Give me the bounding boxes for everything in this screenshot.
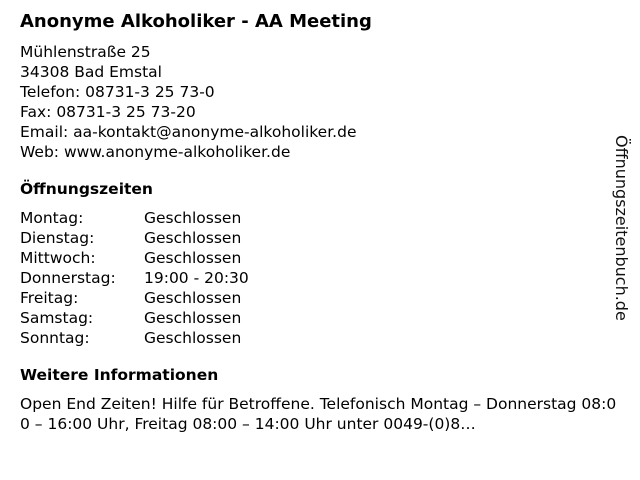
email-address: Email: aa-kontakt@anonyme-alkoholiker.de (20, 123, 357, 141)
hours-time: 19:00 - 20:30 (144, 269, 249, 287)
city-address: 34308 Bad Emstal (20, 63, 162, 81)
hours-time: Geschlossen (144, 249, 242, 267)
phone-number: Telefon: 08731-3 25 73-0 (20, 83, 215, 101)
hours-row (20, 328, 249, 348)
hours-row (20, 228, 249, 248)
website-address: Web: www.anonyme-alkoholiker.de (20, 143, 291, 161)
hours-day: Donnerstag: (20, 269, 116, 287)
address-block (20, 42, 620, 162)
hours-row (20, 288, 249, 308)
hours-row (20, 248, 249, 268)
hours-day: Mittwoch: (20, 249, 96, 267)
more-info-text: Open End Zeiten! Hilfe für Betroffene. Telefonisch Montag – Donnerstag 08:00 – 16:00 Uhr, Freitag 08:00 – 14:00 Uhr unter 0049-(0)8… (20, 395, 617, 433)
hours-day: Freitag: (20, 289, 79, 307)
hours-time: Geschlossen (144, 289, 242, 307)
opening-hours-heading: Öffnungszeiten (20, 180, 153, 198)
hours-time: Geschlossen (144, 229, 242, 247)
hours-time: Geschlossen (144, 309, 242, 327)
hours-day: Dienstag: (20, 229, 95, 247)
street-address: Mühlenstraße 25 (20, 43, 151, 61)
site-watermark: Öffnungszeitenbuch.de (612, 135, 631, 321)
hours-day: Sonntag: (20, 329, 90, 347)
opening-hours-table (20, 208, 249, 348)
hours-day: Samstag: (20, 309, 94, 327)
listing-card (20, 10, 620, 434)
hours-day: Montag: (20, 209, 84, 227)
more-info-heading: Weitere Informationen (20, 366, 219, 384)
hours-row (20, 268, 249, 288)
page-title: Anonyme Alkoholiker - AA Meeting (20, 11, 372, 32)
hours-time: Geschlossen (144, 209, 242, 227)
hours-time: Geschlossen (144, 329, 242, 347)
hours-row (20, 308, 249, 328)
fax-number: Fax: 08731-3 25 73-20 (20, 103, 196, 121)
hours-row (20, 208, 249, 228)
